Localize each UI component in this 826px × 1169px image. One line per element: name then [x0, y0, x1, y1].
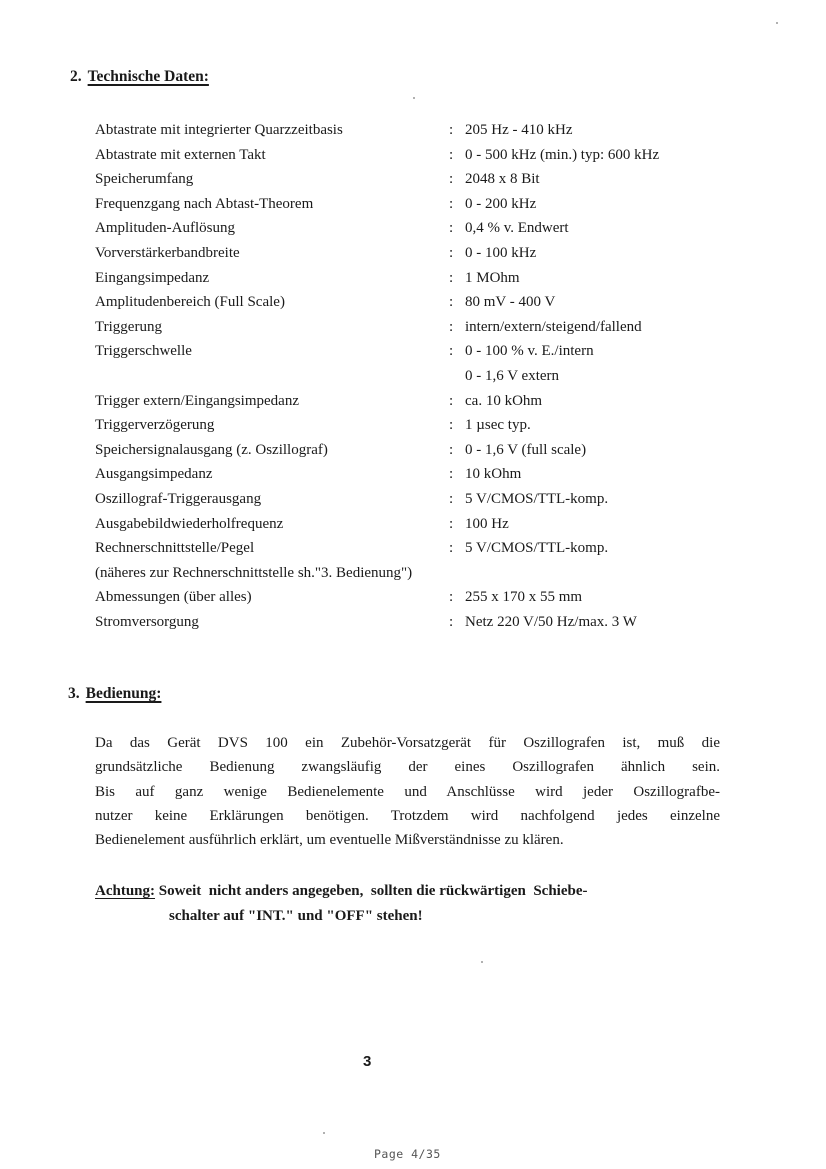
spec-value: 205 Hz - 410 kHz: [465, 122, 573, 138]
spec-separator: :: [449, 441, 454, 458]
spec-separator: :: [449, 589, 454, 606]
section-2-title: Technische Daten:: [87, 68, 209, 85]
spec-separator: :: [449, 195, 454, 212]
spec-label: Amplitudenbereich (Full Scale): [95, 294, 285, 311]
spec-label: Abtastrate mit integrierter Quarzzeitbasis: [95, 122, 343, 138]
spec-separator: :: [449, 171, 454, 188]
spec-separator: :: [449, 392, 454, 409]
spec-label: Amplituden-Auflösung: [95, 220, 235, 237]
scan-speck: [776, 22, 778, 24]
section-3-number: 3.: [68, 685, 80, 702]
spec-separator: :: [449, 146, 454, 163]
spec-value: intern/extern/steigend/fallend: [465, 318, 642, 335]
spec-separator: :: [449, 318, 454, 335]
paragraph-line: Bedienelement ausführlich erklärt, um eventuelle Mißverständnisse zu klären.: [95, 832, 564, 849]
warning-note: [95, 879, 720, 929]
warning-label: Achtung:: [95, 883, 156, 899]
spec-value: 0 - 100 kHz: [465, 244, 537, 261]
spec-value: 5 V/CMOS/TTL-komp.: [465, 490, 609, 507]
spec-label: Speicherumfang: [95, 171, 194, 188]
section-3-title: Bedienung:: [85, 685, 162, 702]
spec-value: 0 - 1,6 V extern: [465, 367, 560, 384]
spec-separator: :: [449, 515, 454, 532]
spec-label: Triggerverzögerung: [95, 417, 215, 434]
page-number: 3: [363, 1053, 372, 1070]
spec-label: Stromversorgung: [95, 613, 199, 630]
spec-separator: :: [449, 466, 454, 483]
spec-note: (näheres zur Rechnerschnittstelle sh."3. Bedienung"): [95, 564, 413, 581]
spec-label: Abmessungen (über alles): [95, 589, 252, 606]
spec-label: Triggerschwelle: [95, 343, 192, 360]
spec-label: Frequenzgang nach Abtast-Theorem: [95, 195, 314, 212]
spec-separator: :: [449, 220, 454, 237]
spec-value: 255 x 170 x 55 mm: [465, 589, 583, 606]
paragraph-line: grundsätzliche Bedienung zwangsläufig der eines Oszillografen ähnlich sein.: [95, 759, 720, 776]
scan-speck: [323, 1132, 325, 1134]
spec-value: 0 - 1,6 V (full scale): [465, 441, 587, 458]
spec-separator: :: [449, 417, 454, 434]
section-3-paragraph: [95, 731, 720, 852]
spec-label: Rechnerschnittstelle/Pegel: [95, 540, 255, 557]
spec-value: 10 kOhm: [465, 466, 522, 483]
spec-label: Eingangsimpedanz: [95, 269, 210, 286]
spec-value: 1 µsec typ.: [465, 417, 531, 434]
warning-text-line-2: schalter auf "INT." und "OFF" stehen!: [169, 908, 423, 924]
spec-separator: :: [449, 343, 454, 360]
spec-value: 1 MOhm: [465, 269, 520, 286]
spec-label: Oszillograf-Triggerausgang: [95, 490, 262, 507]
warning-text-line-1: Soweit nicht anders angegeben, sollten die rückwärtigen Schiebe-: [155, 883, 588, 899]
spec-label: Ausgabebildwiederholfrequenz: [95, 515, 284, 532]
spec-value: 2048 x 8 Bit: [465, 171, 540, 188]
spec-value: 5 V/CMOS/TTL-komp.: [465, 540, 609, 557]
spec-separator: :: [449, 269, 454, 286]
spec-separator: :: [449, 294, 454, 311]
section-2-number: 2.: [70, 68, 82, 85]
spec-separator: :: [449, 122, 454, 138]
spec-label: Ausgangsimpedanz: [95, 466, 213, 483]
paragraph-line: nutzer keine Erklärungen benötigen. Trotzdem wird nachfolgend jedes einzelne: [95, 807, 720, 824]
spec-separator: :: [449, 540, 454, 557]
spec-label: Trigger extern/Eingangsimpedanz: [95, 392, 299, 409]
spec-label: Vorverstärkerbandbreite: [95, 244, 240, 261]
spec-separator: :: [449, 613, 454, 630]
spec-value: 0 - 200 kHz: [465, 195, 537, 212]
viewer-page-indicator: Page 4/35: [374, 1147, 441, 1161]
scan-speck: [413, 97, 415, 99]
section-3-heading: [68, 685, 161, 703]
spec-value: 0,4 % v. Endwert: [465, 220, 569, 237]
section-2-heading: [70, 68, 209, 86]
spec-separator: :: [449, 490, 454, 507]
spec-value: 0 - 100 % v. E./intern: [465, 343, 594, 360]
scan-speck: [481, 961, 483, 963]
spec-value: 80 mV - 400 V: [465, 294, 556, 311]
paragraph-line: Bis auf ganz wenige Bedienelemente und Anschlüsse wird jeder Oszillografbe-: [95, 783, 720, 800]
spec-label: Triggerung: [95, 318, 162, 335]
paragraph-line: Da das Gerät DVS 100 ein Zubehör-Vorsatzgerät für Oszillografen ist, muß die: [95, 735, 720, 751]
spec-value: 0 - 500 kHz (min.) typ: 600 kHz: [465, 146, 660, 163]
spec-separator: :: [449, 244, 454, 261]
spec-label: Speichersignalausgang (z. Oszillograf): [95, 441, 328, 458]
spec-value: 100 Hz: [465, 515, 509, 532]
spec-value: Netz 220 V/50 Hz/max. 3 W: [465, 613, 637, 630]
spec-label: Abtastrate mit externen Takt: [95, 146, 266, 163]
spec-value: ca. 10 kOhm: [465, 392, 543, 409]
